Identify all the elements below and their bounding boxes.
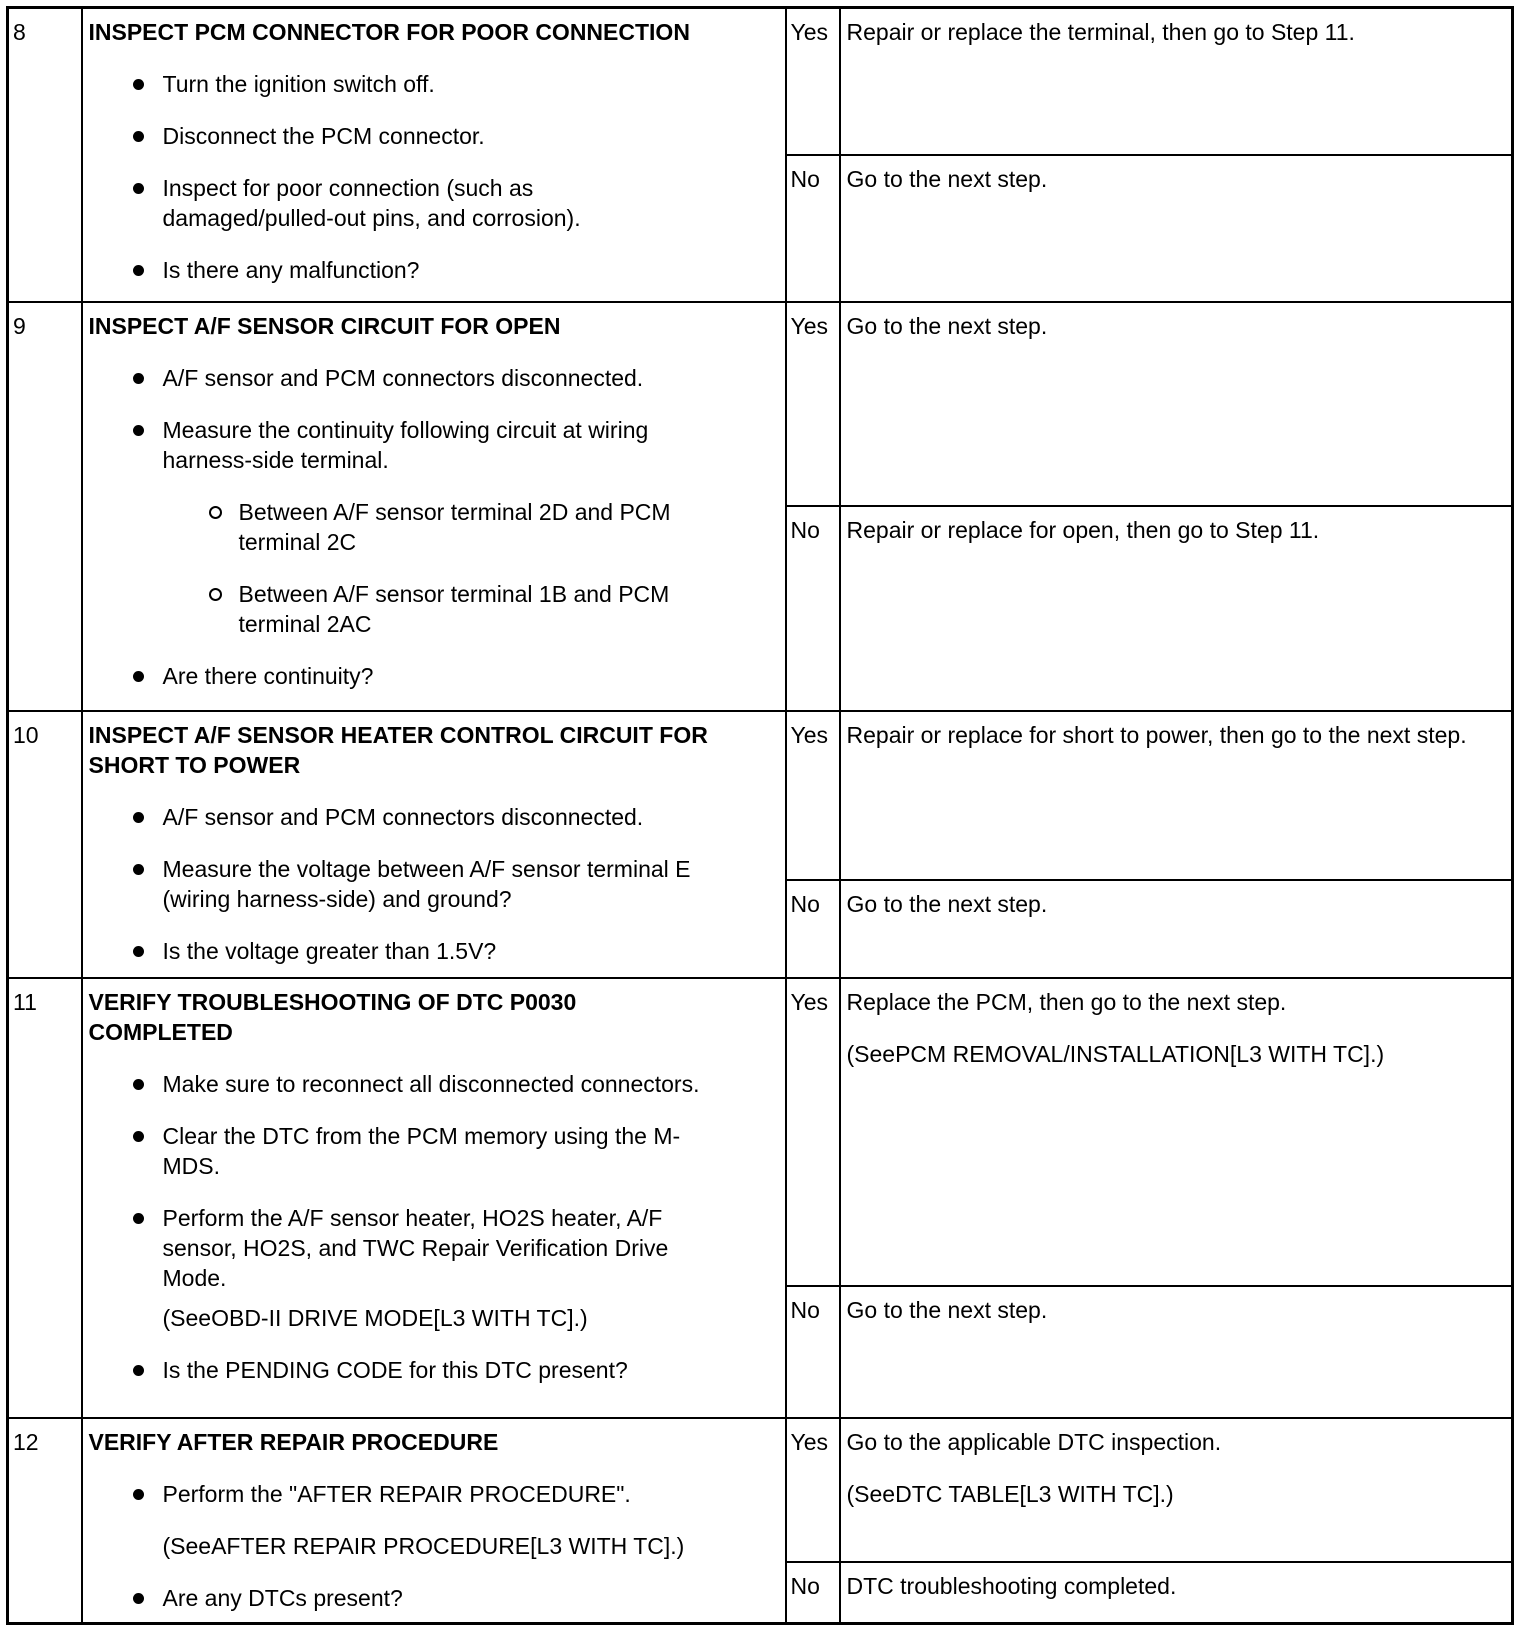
yes-label: Yes: [786, 1418, 840, 1562]
yes-action: Go to the applicable DTC inspection.: [846, 1428, 1222, 1455]
yes-label: Yes: [786, 978, 840, 1286]
no-action: Go to the next step.: [840, 155, 1513, 302]
step-title: INSPECT A/F SENSOR HEATER CONTROL CIRCUIT FOR SHORT TO POWER: [88, 721, 708, 778]
bullet-item: Perform the "AFTER REPAIR PROCEDURE".: [89, 1479, 779, 1509]
yes-action: Repair or replace for short to power, then go to the next step.: [840, 711, 1513, 880]
bullet-item: Inspect for poor connection (such as damaged/pulled-out pins, and corrosion).: [89, 173, 779, 233]
step-bullets: [89, 661, 779, 691]
no-action: Go to the next step.: [840, 880, 1513, 978]
yes-action: Repair or replace the terminal, then go to Step 11.: [840, 8, 1513, 155]
step-number: 8: [8, 8, 82, 302]
yes-action: Replace the PCM, then go to the next step.: [846, 988, 1287, 1015]
bullet-item: Is the voltage greater than 1.5V?: [89, 936, 779, 966]
no-label: No: [786, 155, 840, 302]
step-12-yes-row: [8, 1418, 1513, 1562]
step-number: 11: [8, 978, 82, 1418]
step-number: 9: [8, 302, 82, 711]
step-bullets: [89, 69, 779, 285]
step-inspection: [82, 302, 786, 711]
yes-label: Yes: [786, 711, 840, 880]
step-title: VERIFY AFTER REPAIR PROCEDURE: [88, 1428, 499, 1455]
step-bullets: [89, 1069, 779, 1385]
step-bullets: [89, 363, 779, 475]
step-bullets: [89, 1479, 779, 1613]
yes-action-cell: [840, 1418, 1513, 1562]
no-label: No: [786, 1286, 840, 1418]
step-number: 10: [8, 711, 82, 978]
bullet-item: Turn the ignition switch off.: [89, 69, 779, 99]
bullet-item: Measure the continuity following circuit at wiring harness-side terminal.: [89, 415, 779, 475]
step-inspection: [82, 978, 786, 1418]
step-inspection: [82, 711, 786, 978]
step-number: 12: [8, 1418, 82, 1624]
reference-note: (SeeDTC TABLE[L3 WITH TC].): [846, 1480, 1174, 1507]
bullet-item: Disconnect the PCM connector.: [89, 121, 779, 151]
step-title: INSPECT PCM CONNECTOR FOR POOR CONNECTION: [88, 19, 690, 45]
bullet-item: Make sure to reconnect all disconnected connectors.: [89, 1069, 779, 1099]
subbullet-item: Between A/F sensor terminal 2D and PCM terminal 2C: [89, 497, 779, 557]
bullet-item: Measure the voltage between A/F sensor terminal E (wiring harness-side) and ground?: [89, 854, 779, 914]
no-label: No: [786, 506, 840, 711]
step-inspection: [82, 1418, 786, 1624]
step-title: INSPECT A/F SENSOR CIRCUIT FOR OPEN: [88, 312, 561, 339]
step-inspection: [82, 8, 786, 302]
step-bullets: [89, 802, 779, 966]
no-action: DTC troubleshooting completed.: [840, 1562, 1513, 1624]
step-9-yes-row: [8, 302, 1513, 506]
no-action: Go to the next step.: [840, 1286, 1513, 1418]
bullet-item: Is the PENDING CODE for this DTC present?: [89, 1355, 779, 1385]
troubleshooting-table: [6, 6, 1514, 1625]
reference-note: (SeeOBD-II DRIVE MODE[L3 WITH TC].): [162, 1304, 588, 1331]
step-10-yes-row: [8, 711, 1513, 880]
subbullet-item: Between A/F sensor terminal 1B and PCM terminal 2AC: [89, 579, 779, 639]
bullet-item: Are any DTCs present?: [89, 1583, 779, 1613]
yes-label: Yes: [786, 302, 840, 506]
bullet-item: A/F sensor and PCM connectors disconnected.: [89, 802, 779, 832]
bullet-item: Are there continuity?: [89, 661, 779, 691]
bullet-item: Clear the DTC from the PCM memory using the M-MDS.: [89, 1121, 779, 1181]
bullet-item: Perform the A/F sensor heater, HO2S heater, A/F sensor, HO2S, and TWC Repair Verification Drive Mode.: [89, 1203, 779, 1293]
yes-action: Go to the next step.: [840, 302, 1513, 506]
yes-label: Yes: [786, 8, 840, 155]
step-subbullets: [89, 497, 779, 639]
reference-note: (SeeAFTER REPAIR PROCEDURE[L3 WITH TC].): [162, 1532, 685, 1559]
reference-note: (SeePCM REMOVAL/INSTALLATION[L3 WITH TC].): [846, 1040, 1385, 1067]
bullet-item: A/F sensor and PCM connectors disconnected.: [89, 363, 779, 393]
no-label: No: [786, 880, 840, 978]
step-11-yes-row: [8, 978, 1513, 1286]
step-8-yes-row: [8, 8, 1513, 155]
no-action: Repair or replace for open, then go to Step 11.: [840, 506, 1513, 711]
yes-action-cell: [840, 978, 1513, 1286]
no-label: No: [786, 1562, 840, 1624]
bullet-item: Is there any malfunction?: [89, 255, 779, 285]
step-title: VERIFY TROUBLESHOOTING OF DTC P0030 COMPLETED: [88, 988, 577, 1045]
